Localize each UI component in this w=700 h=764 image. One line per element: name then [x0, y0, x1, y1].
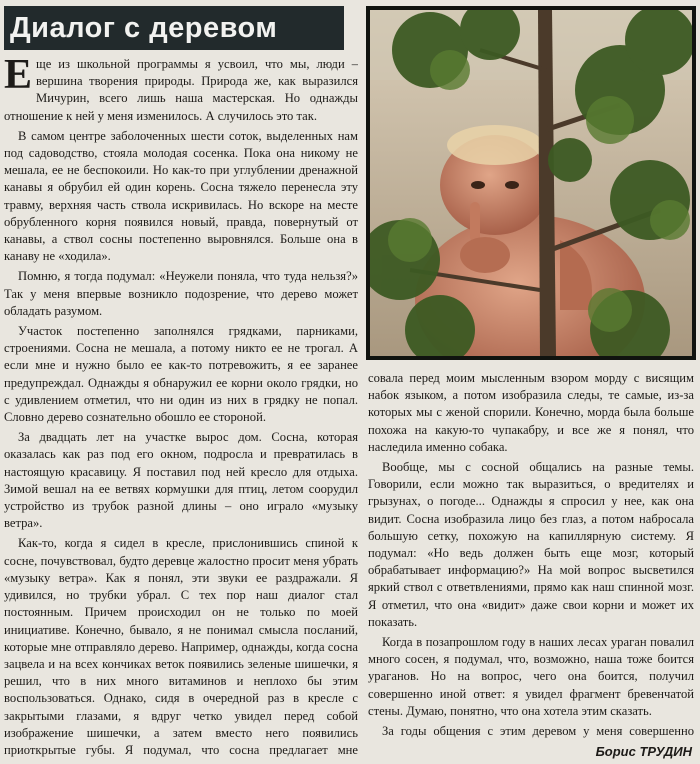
paragraph: Помню, я тогда подумал: «Неужели поняла, что туда нельзя?» Так у меня впервые возникло подозрение, что дерево может обладать разумом. — [4, 269, 358, 318]
paragraph: Вообще, мы с сосной общались на разные темы. Говорили, если можно так выразиться, о вредителях и грызунах, о погоде... Однажды я спросил у нее, как она видит. Сосна изобразила лицо без глаз, а потом набросала большую сетку, похожую на капиллярную систему. Я подумал: «Но ведь должен быть еще мозг, который обрабатывает информацию?» На мой вопрос высветился яркий ствол с ответвлениями, прямо как наш спинной мозг. Я отметил, что она «видит» даже свои корни и может их показать. — [368, 460, 694, 629]
article-photo — [366, 6, 696, 360]
author-signature: Борис ТРУДИН — [595, 744, 692, 759]
paragraph: За двадцать лет на участке вырос дом. Сосна, которая оказалась как раз под его окном, подросла и превратилась в настоящую красавицу. Я поставил под ней кресло для отдыха. Зимой вешал на ее ветвях кормушки для птиц, летом соорудил устройство из трубок разной длины – оно играло «музыку ветра». — [4, 430, 358, 531]
paragraph: Участок постепенно заполнялся грядками, парниками, строениями. Сосна не мешала, а потому никто ее не трогал. А если мне и нужно было ее как-то потревожить, я ее заранее предупреждал. Однажды я обнаружил ее корни около грядки, но с удивлением отметил, что ни один из них в грядку не попал. Словно дерево сознательно обошло ее стороной. — [4, 324, 358, 425]
drop-cap: Е — [4, 56, 33, 98]
paragraph: За годы общения с этим деревом у меня совершенно — [382, 724, 694, 739]
article-column-right — [368, 370, 694, 742]
paragraph: Еще из школьной программы я усвоил, что мы, люди – вершина творения природы. Природа же, как выразился Мичурин, всего лишь наша мастерская. Но однажды отношение к ней у меня изменилось. А случилось это так. — [4, 56, 358, 123]
paragraph: Как-то, когда я сидел в кресле, прислонившись спиной к сосне, почувствовал, будто деревце жалостно просит меня убрать «музыку ветра». Как я понял, эти звуки ее раздражали. Я удивился, но трубки убрал. С тех пор наш диалог стал постоянным. Причем происходил он не только по моей инициативе. Конечно, бывало, я не понимал смысла посланий, которые мне отправляло дерево. Например, однажды, когда сосна зацвела и на всех кончиках веток появились зеленые шишечки, я решил, что в них много витаминов и неплохо бы этим воспользоваться. Однако, сидя в очередной раз в кресле с закрытыми глазами, я вдруг четко увидел перед собой изображение шишечки, а затем вместо него появились приоткрытые губы. Я подумал, что сосна предлагает мне — [4, 536, 358, 757]
paragraph: совала перед моим мысленным взором морду с висящим набок языком, а потом изобразила следы, те самые, из-за которых мы с женой спорили. Конечно, морда была больше похожа на какую-то чупакабру, и все же я понял, что наследила именно собака. — [368, 371, 694, 454]
boy-behind-pine-illustration — [370, 10, 692, 356]
paragraph: Когда в позапрошлом году в наших лесах ураган повалил много сосен, я подумал, что, возможно, наша тоже боится ураганов. Но на вопрос, чего она боится, получил совершенно иной ответ: я увидел фрагмент бревенчатой стены. Думаю, понятно, что она хотела этим сказать. — [368, 635, 694, 718]
paragraph: В самом центре заболоченных шести соток, выделенных нам под садоводство, стояла молодая сосенка. Пока она никому не мешала, ее не беспокоили. Но как-то при углублении дренажной канавы я обрубил ей один корень. Сосна тяжело перенесла эту травму, верхняя часть ствола искривилась. Но вскоре на месте обрубленного корня появился новый, правда, повернутый от канавы, а ствол сосны постепенно выровнялся. Больше она в канаву не «ходила». — [4, 128, 358, 264]
article-title: Диалог с деревом — [4, 6, 344, 50]
article-column-left — [4, 56, 358, 760]
